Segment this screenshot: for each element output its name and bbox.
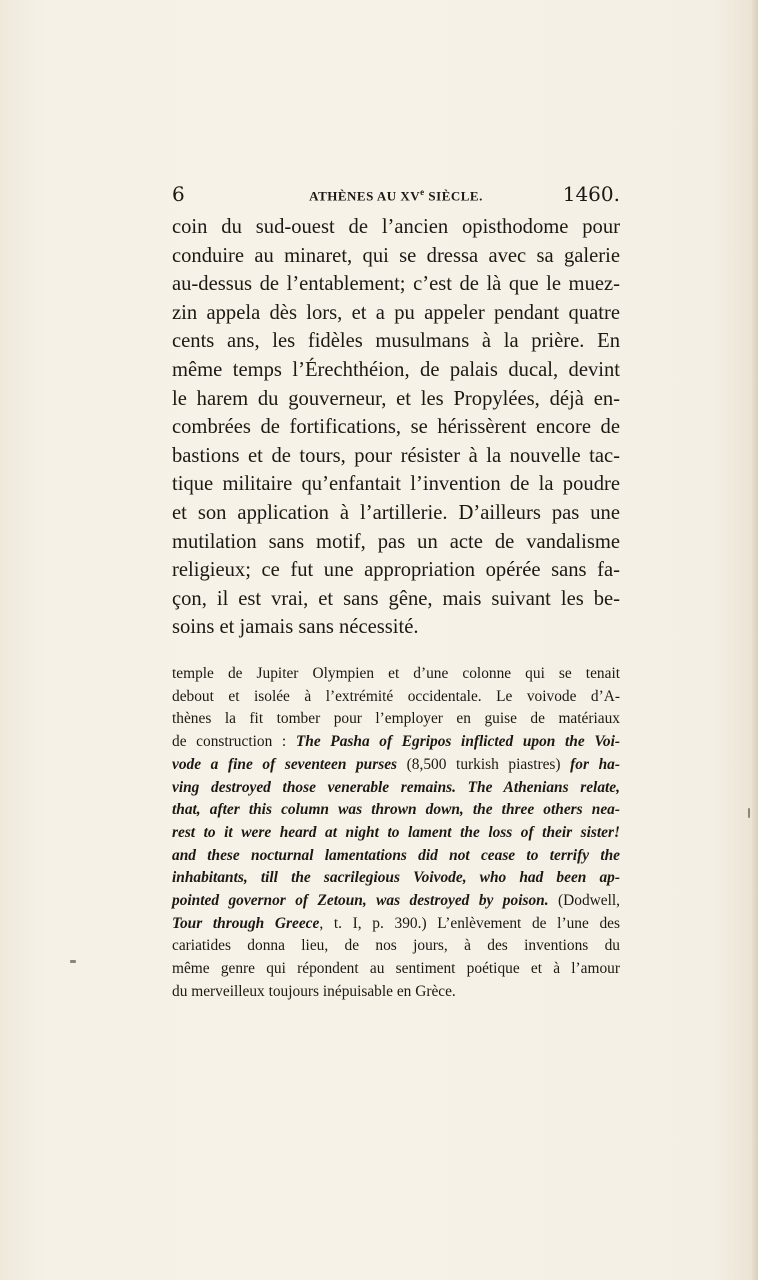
page-number: 6 [172, 182, 185, 206]
footnote-line [172, 867, 620, 890]
footnote-line: temple de Jupiter Olympien et d’une colonne qui se tenait [172, 665, 620, 682]
header-year: 1460. [562, 182, 620, 206]
footnote-line: debout et isolée à l’extrémité occidentale. Le voivode d’A- [172, 687, 620, 705]
page-edge-shadow [752, 0, 758, 1280]
footnote-text: , t. I, p. 390.) L’enlèvement de l’une des [319, 914, 620, 932]
body-line: conduire au minaret, qui se dressa avec sa galerie [172, 244, 620, 267]
footnote-quote: ving destroyed those venerable remains. The Athenians relate, [172, 778, 620, 796]
body-line: zin appela dès lors, et a pu appeler pendant quatre [172, 301, 620, 324]
footnote-quote: that, after this column was thrown down, the three others nea- [172, 801, 620, 819]
running-title-end: SIÈCLE. [424, 188, 483, 204]
footnote-quote: inhabitants, till the sacrilegious Voivode, who had been ap- [172, 869, 620, 887]
footnote-line: cariatides donna lieu, de nos jours, à des inventions du [172, 937, 620, 955]
footnote-line: du merveilleux toujours inépuisable en Grèce. [172, 982, 456, 1000]
footnote-line [172, 799, 620, 822]
footnote-quote: for ha- [570, 755, 620, 773]
footnote-text: (8,500 turkish piastres) [397, 755, 571, 773]
footnote-quote: vode a fine of seventeen purses [172, 755, 398, 773]
footnote-line [172, 890, 620, 913]
body-line: au-dessus de l’entablement; c’est de là que le muez- [172, 273, 620, 296]
running-header [172, 182, 620, 212]
footnote-line [172, 913, 620, 936]
footnote-quote: The Pasha of Egripos inflicted upon the Voi- [295, 733, 620, 751]
footnote-line [172, 777, 620, 800]
body-line: combrées de fortifications, se hérissèrent encore de [172, 416, 620, 439]
body-line: cents ans, les fidèles musulmans à la prière. En [172, 330, 620, 353]
body-line: bastions et de tours, pour résister à la nouvelle tac- [172, 444, 620, 467]
margin-speck [70, 960, 76, 963]
footnote-line [172, 731, 620, 754]
footnote-line: même genre qui répondent au sentiment poétique et à l’amour [172, 960, 620, 978]
body-line: çon, il est vrai, et sans gêne, mais suivant les be- [172, 587, 620, 610]
main-text [172, 213, 620, 642]
margin-speck [748, 808, 750, 818]
footnote-line [172, 822, 620, 845]
body-line: soins et jamais sans nécessité. [172, 616, 419, 639]
footnote-line: thènes la fit tomber pour l’employer en guise de matériaux [172, 710, 620, 728]
footnote-book-title: Tour through Greece [172, 914, 320, 932]
body-line: religieux; ce fut une appropriation opérée sans fa- [172, 559, 620, 582]
running-title-main: ATHÈNES AU XV [309, 188, 421, 204]
footnote-quote: and these nocturnal lamentations did not cease to terrify the [172, 846, 620, 864]
running-title [172, 187, 620, 204]
body-line: et son application à l’artillerie. D’ailleurs pas une [172, 501, 620, 524]
footnote-line [172, 754, 620, 777]
footnote-quote: rest to it were heard at night to lament the loss of their sister! [172, 823, 620, 841]
body-line: tique militaire qu’enfantait l’invention de la poudre [172, 473, 620, 496]
footnote-text: (Dodwell, [548, 892, 620, 910]
body-line: même temps l’Érechthéion, de palais ducal, devint [172, 358, 620, 381]
running-title-superscript: e [420, 187, 425, 197]
footnote [172, 663, 620, 1004]
body-line: mutilation sans motif, pas un acte de vandalisme [172, 530, 620, 553]
footnote-line [172, 845, 620, 868]
body-line: le harem du gouverneur, et les Propylées, déjà en- [172, 387, 620, 410]
footnote-quote: pointed governor of Zetoun, was destroyed by poison. [172, 892, 549, 910]
body-line: coin du sud-ouest de l’ancien opisthodome pour [172, 216, 620, 238]
footnote-text: de construction : [172, 733, 296, 751]
